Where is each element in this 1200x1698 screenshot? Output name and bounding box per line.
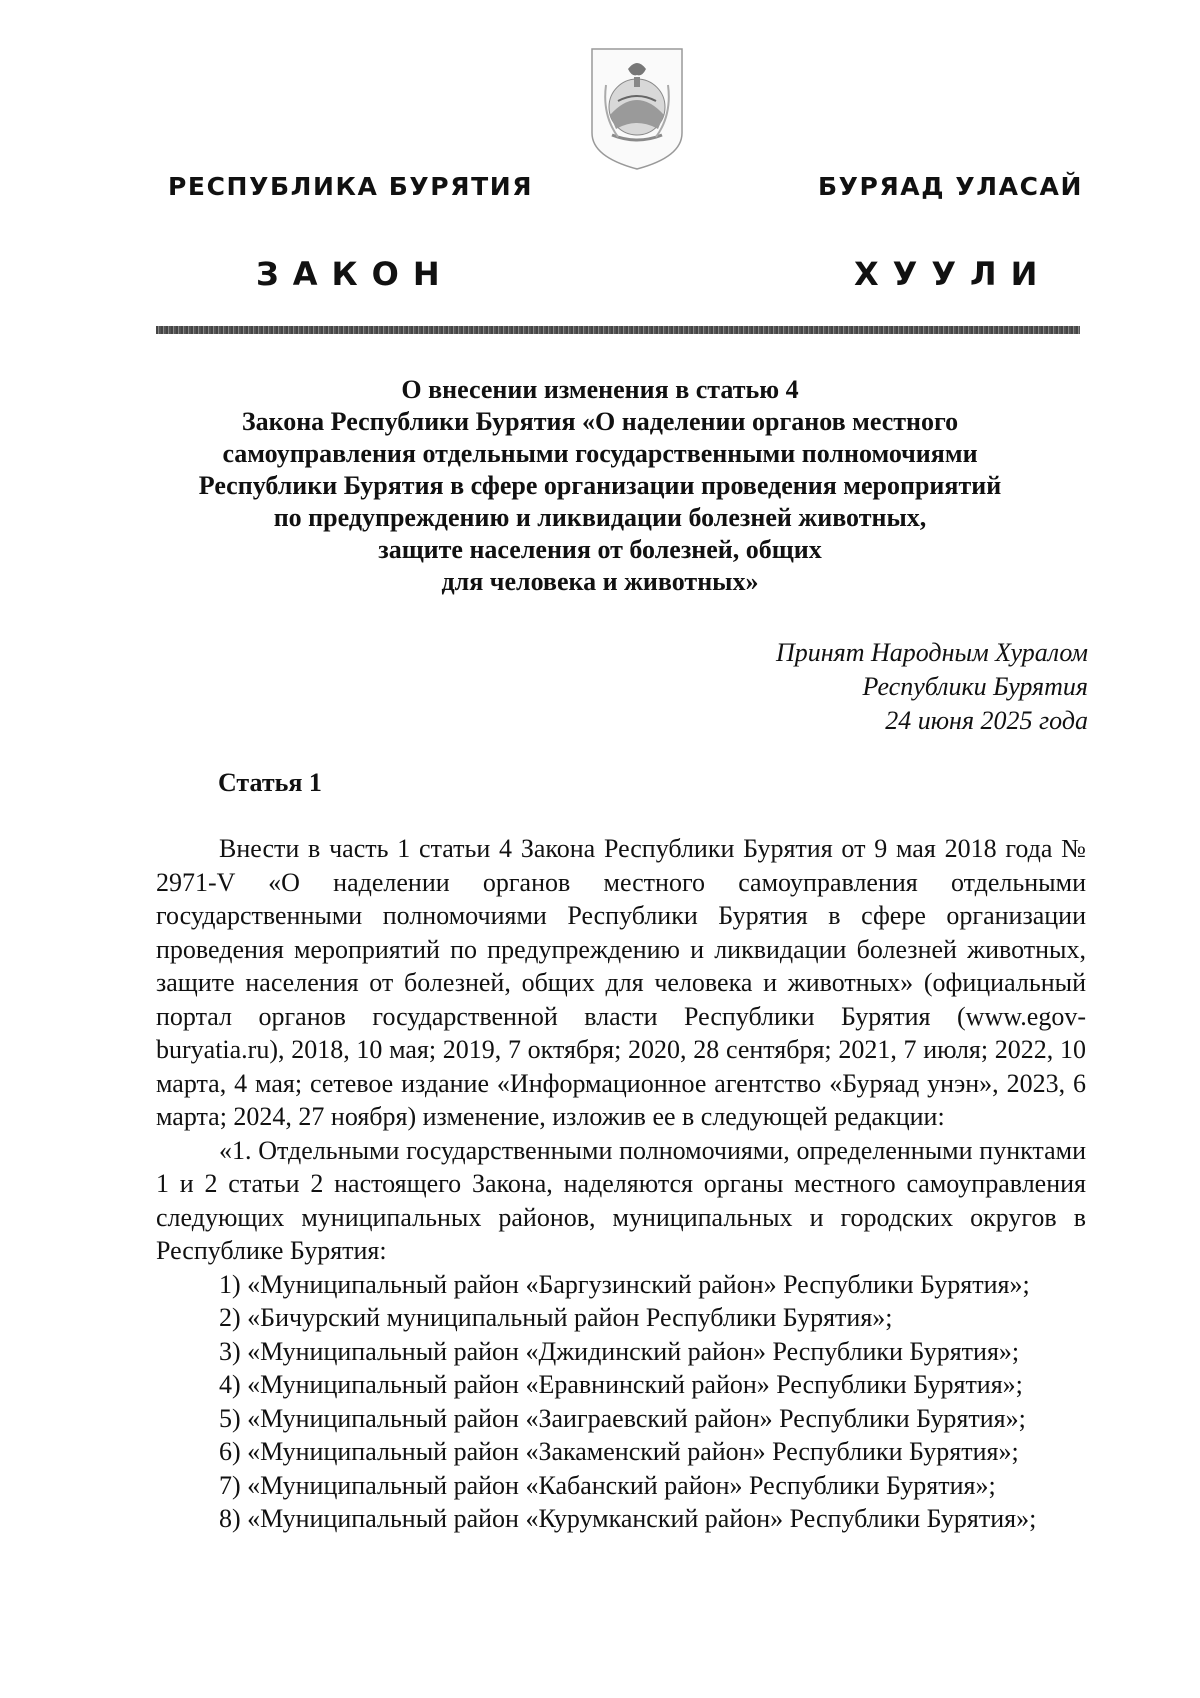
adoption-date: 24 июня 2025 года: [885, 706, 1088, 735]
list-item: 3) «Муниципальный район «Джидинский район» Республики Бурятия»;: [219, 1336, 1020, 1366]
law-title: [120, 374, 1080, 598]
republic-name-bur: БУРЯАД УЛАСАЙ: [818, 172, 1084, 201]
law-label-bur: ХУУЛИ: [854, 255, 1052, 293]
list-item: 1) «Муниципальный район «Баргузинский район» Республики Бурятия»;: [219, 1269, 1030, 1299]
adoption-line: Принят Народным Хуралом: [775, 638, 1088, 667]
list-item: 7) «Муниципальный район «Кабанский район» Республики Бурятия»;: [219, 1470, 996, 1500]
title-line: по предупреждению и ликвидации болезней животных,: [273, 503, 927, 532]
title-line: для человека и животных»: [441, 567, 759, 596]
list-item: 5) «Муниципальный район «Заиграевский район» Республики Бурятия»;: [219, 1403, 1026, 1433]
republic-name-ru: РЕСПУБЛИКА БУРЯТИЯ: [168, 172, 534, 201]
title-line: Республики Бурятия в сфере организации проведения мероприятий: [198, 471, 1002, 500]
paragraph-amendment: Внести в часть 1 статьи 4 Закона Республики Бурятия от 9 мая 2018 года № 2971-V «О наделении органов местного самоуправления отдельными государственными полномочиями Республики Бурятия в сфере организации проведения мероприятий по предупреждению и ликвидации болезней животных, защите населения от болезней, общих для человека и животных» (официальный портал органов государственной власти Республики Бурятия (www.egov-buryatia.ru), 2018, 10 мая; 2019, 7 октября; 2020, 28 сентября; 2021, 7 июля; 2022, 10 марта, 4 мая; сетевое издание «Информационное агентство «Буряад унэн», 2023, 6 марта; 2024, 27 ноября) изменение, изложив ее в следующей редакции:: [156, 834, 1086, 1131]
list-item: 4) «Муниципальный район «Еравнинский район» Республики Бурятия»;: [219, 1370, 1023, 1399]
header-divider: [156, 326, 1080, 334]
article-body: [156, 832, 1086, 1536]
adoption-note: [776, 636, 1088, 738]
article-heading: Статья 1: [218, 768, 322, 797]
adoption-line: Республики Бурятия: [862, 672, 1088, 701]
list-item: 2) «Бичурский муниципальный район Республики Бурятия»;: [219, 1303, 893, 1332]
paragraph-delegation: «1. Отдельными государственными полномочиями, определенными пунктами 1 и 2 статьи 2 настоящего Закона, наделяются органы местного самоуправления следующих муниципальных районов, муниципальных и городских округов в Республике Бурятия:: [156, 1135, 1086, 1265]
title-line: Закона Республики Бурятия «О наделении органов местного: [241, 407, 959, 436]
title-line: защите населения от болезней, общих: [378, 535, 822, 564]
list-item: 8) «Муниципальный район «Курумканский район» Республики Бурятия»;: [219, 1504, 1037, 1533]
list-item: 6) «Муниципальный район «Закаменский район» Республики Бурятия»;: [219, 1437, 1019, 1466]
title-line: самоуправления отдельными государственными полномочиями: [222, 439, 978, 468]
title-line: О внесении изменения в статью 4: [401, 375, 799, 404]
coat-of-arms-emblem: [588, 45, 686, 173]
law-label-ru: ЗАКОН: [256, 255, 454, 293]
